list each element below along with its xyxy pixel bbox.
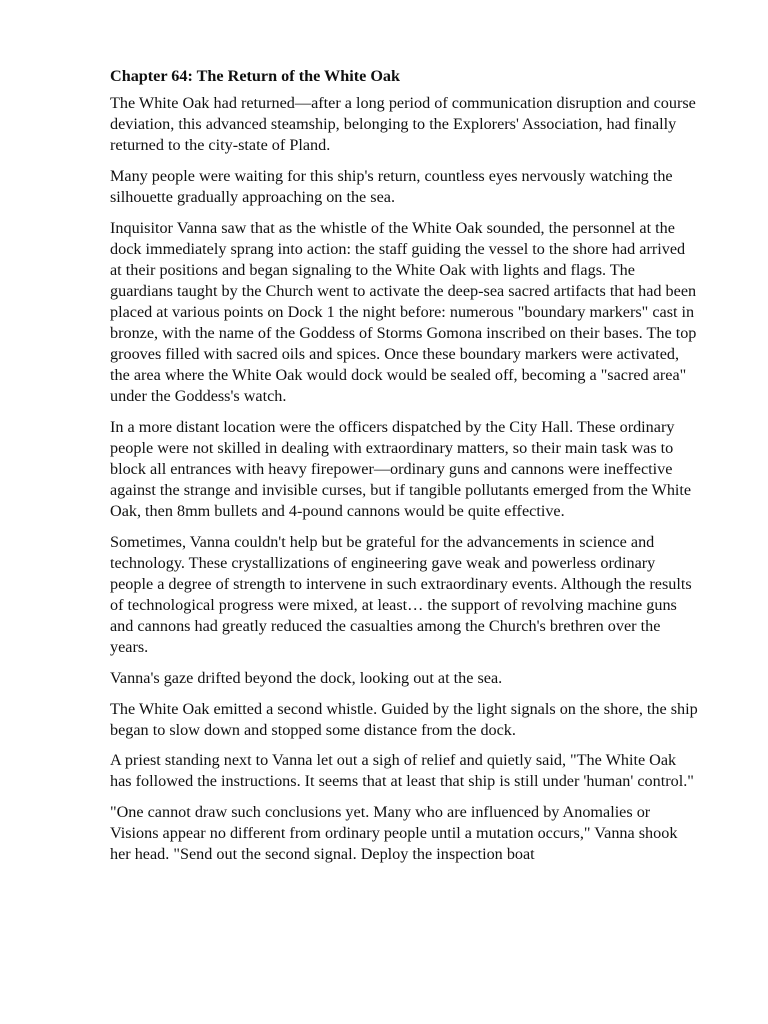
paragraph: In a more distant location were the officers dispatched by the City Hall. These ordinary people were not skilled in dealing with extraordinary matters, so their main task was to block all entrances with heavy firepower—ordinary guns and cannons were ineffective against the strange and invisible curses, but if tangible pollutants emerged from the White Oak, then 8mm bullets and 4-pound cannons would be quite effective. xyxy=(110,417,692,521)
paragraph: Many people were waiting for this ship's return, countless eyes nervously watching the silhouette gradually approaching on the sea. xyxy=(110,166,673,206)
chapter-title: Chapter 64: The Return of the White Oak xyxy=(110,67,401,85)
paragraph: The White Oak emitted a second whistle. Guided by the light signals on the shore, the ship began to slow down and stopped some distance from the dock. xyxy=(110,699,698,739)
paragraph: A priest standing next to Vanna let out a sigh of relief and quietly said, "The White Oak has followed the instructions. It seems that at least that ship is still under 'human' control." xyxy=(110,751,694,791)
paragraph: Sometimes, Vanna couldn't help but be grateful for the advancements in science and technology. These crystallizations of engineering gave weak and powerless ordinary people a degree of strength to intervene in such extraordinary events. Although the results of technological progress were mixed, at least… the support of revolving machine guns and cannons had greatly reduced the casualties among the Church's brethren over the years. xyxy=(110,532,692,657)
document-page xyxy=(110,66,700,875)
paragraph: The White Oak had returned—after a long period of communication disruption and course deviation, this advanced steamship, belonging to the Explorers' Association, had finally returned to the city-state of Pland. xyxy=(110,94,696,155)
paragraph: Vanna's gaze drifted beyond the dock, looking out at the sea. xyxy=(110,668,503,687)
paragraph: "One cannot draw such conclusions yet. Many who are influenced by Anomalies or Visions appear no different from ordinary people until a mutation occurs," Vanna shook her head. "Send out the second signal. Deploy the inspection boat xyxy=(110,802,678,864)
paragraph: Inquisitor Vanna saw that as the whistle of the White Oak sounded, the personnel at the dock immediately sprang into action: the staff guiding the vessel to the shore had arrived at their positions and began signaling to the White Oak with lights and flags. The guardians taught by the Church went to activate the deep-sea sacred artifacts that had been placed at various points on Dock 1 the night before: numerous "boundary markers" cast in bronze, with the name of the Goddess of Storms Gomona inscribed on their bases. The top grooves filled with sacred oils and spices. Once these boundary markers were activated, the area where the White Oak would dock would be sealed off, becoming a "sacred area" under the Goddess's watch. xyxy=(110,218,697,406)
